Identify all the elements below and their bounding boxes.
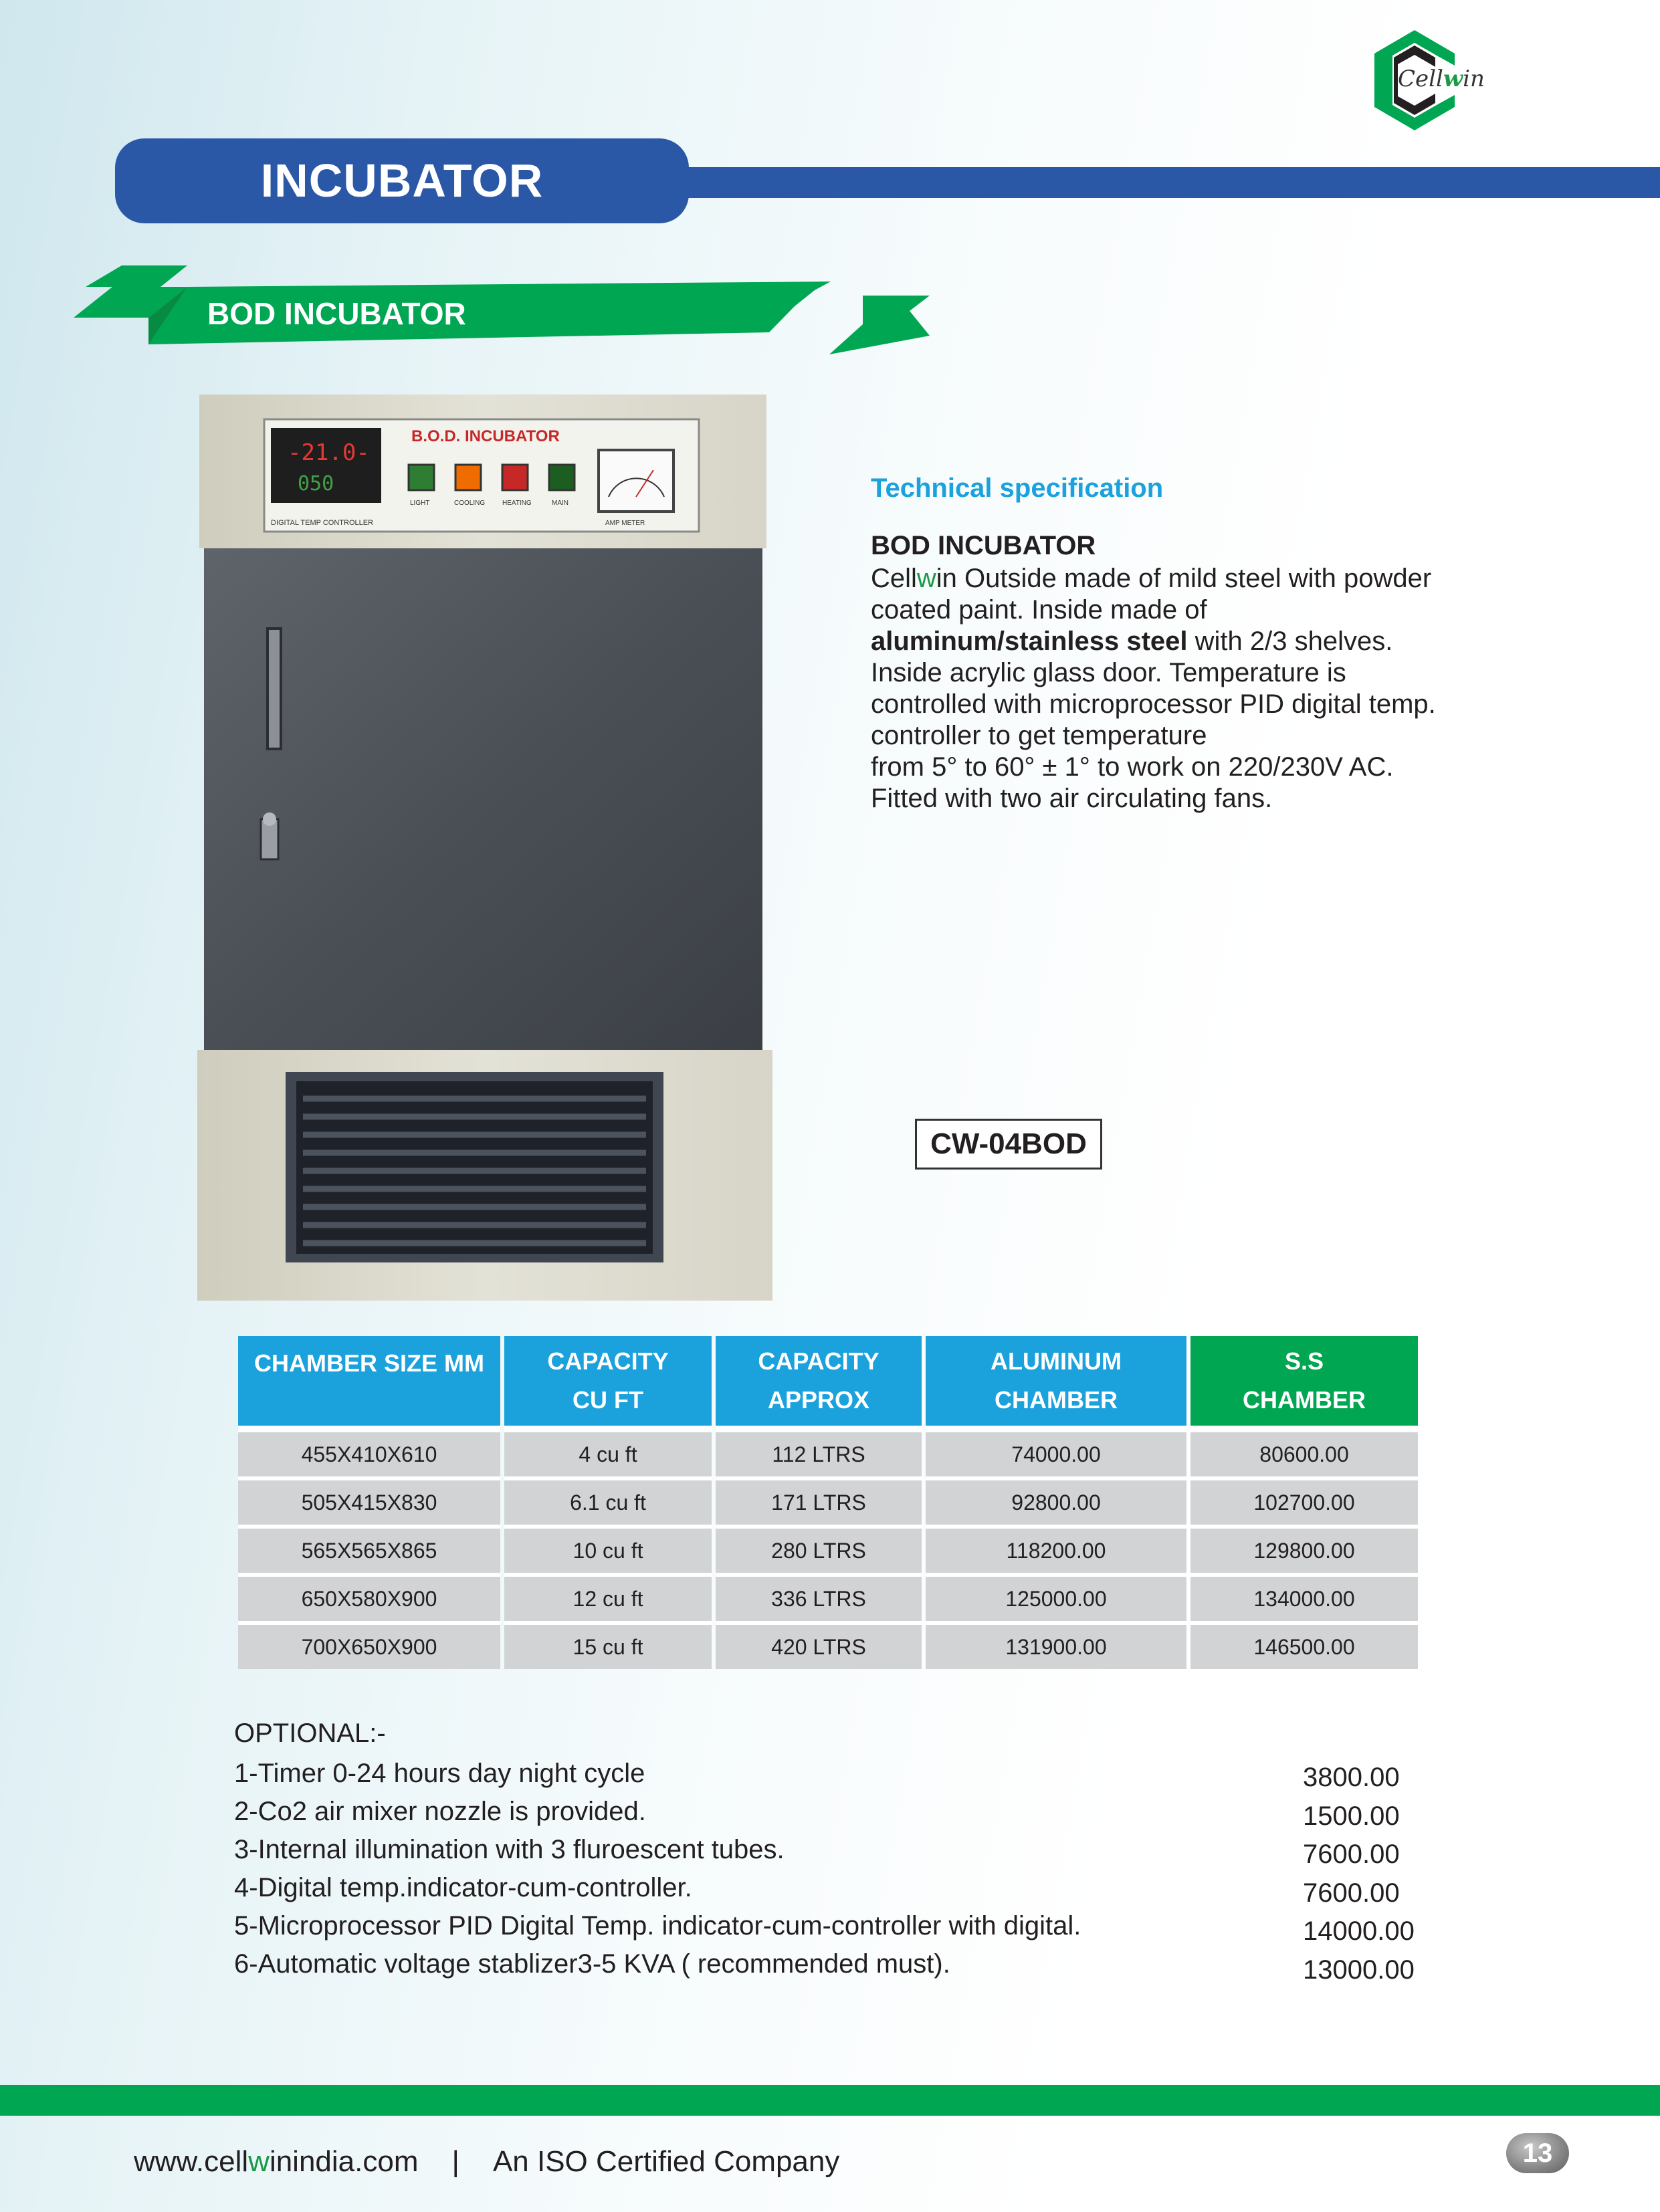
cell: 125000.00 (926, 1573, 1186, 1621)
cell: 129800.00 (1190, 1525, 1418, 1573)
cell: 102700.00 (1190, 1476, 1418, 1525)
svg-text:LIGHT: LIGHT (410, 500, 430, 507)
page-title: INCUBATOR (260, 154, 544, 207)
optional-prices (1303, 1759, 1415, 1989)
website-link[interactable]: www.cellwinindia.com (134, 2145, 419, 2178)
spec-line-8: Fitted with two air circulating fans. (871, 784, 1273, 813)
list-item: 5-Microprocessor PID Digital Temp. indicator-cum-controller with digital. (234, 1911, 1081, 1941)
bod-incubator-photo (197, 391, 772, 1304)
table-row (238, 1621, 1418, 1669)
table-row (238, 1476, 1418, 1525)
footer-bar (0, 2085, 1660, 2116)
cell: 15 cu ft (504, 1621, 712, 1669)
cell: 92800.00 (926, 1476, 1186, 1525)
price: 7600.00 (1303, 1878, 1400, 1908)
section-title: BOD INCUBATOR (207, 296, 466, 331)
cell: 565X565X865 (238, 1525, 500, 1573)
price: 13000.00 (1303, 1955, 1415, 1985)
svg-text:HEATING: HEATING (502, 500, 532, 507)
col-header-capacity-approx: CAPACITY APPROX (716, 1336, 922, 1426)
cell: 80600.00 (1190, 1426, 1418, 1476)
price: 7600.00 (1303, 1840, 1400, 1869)
svg-text:MAIN: MAIN (552, 500, 568, 507)
svg-text:B.O.D. INCUBATOR: B.O.D. INCUBATOR (411, 427, 560, 445)
cell: 700X650X900 (238, 1621, 500, 1669)
price: 3800.00 (1303, 1763, 1400, 1792)
cell: 74000.00 (926, 1426, 1186, 1476)
section-banner (74, 261, 943, 354)
model-number: CW-04BOD (915, 1119, 1102, 1170)
price: 1500.00 (1303, 1801, 1400, 1831)
footer-tagline: An ISO Certified Company (492, 2145, 840, 2178)
page-number: 13 (1506, 2133, 1569, 2173)
spec-heading: Technical specification (871, 473, 1164, 503)
cell: 280 LTRS (716, 1525, 922, 1573)
table-row (238, 1426, 1418, 1476)
spec-line-3: aluminum/stainless steel with 2/3 shelves. (871, 627, 1393, 656)
table-row (238, 1525, 1418, 1573)
spec-line-2: coated paint. Inside made of (871, 595, 1207, 625)
cell: 146500.00 (1190, 1621, 1418, 1669)
col-header-aluminum: ALUMINUM CHAMBER (926, 1336, 1186, 1426)
list-item: 1-Timer 0-24 hours day night cycle (234, 1759, 645, 1788)
cell: 131900.00 (926, 1621, 1186, 1669)
table-header-row (238, 1336, 1418, 1426)
price: 14000.00 (1303, 1916, 1415, 1946)
logo-text: Cellwin (1398, 66, 1485, 92)
col-header-chamber-size: CHAMBER SIZE MM (238, 1336, 500, 1426)
list-item: 4-Digital temp.indicator-cum-controller. (234, 1873, 692, 1902)
optional-list (234, 1755, 1081, 1983)
spec-subheading: BOD INCUBATOR (871, 531, 1096, 560)
col-header-capacity-cuft: CAPACITY CU FT (504, 1336, 712, 1426)
spec-line-6: controller to get temperature (871, 721, 1207, 750)
list-item: 6-Automatic voltage stablizer3-5 KVA ( recommended must). (234, 1949, 950, 1979)
cell: 112 LTRS (716, 1426, 922, 1476)
cell: 420 LTRS (716, 1621, 922, 1669)
svg-text:AMP METER: AMP METER (605, 520, 645, 527)
price-table (234, 1336, 1422, 1669)
spec-line-1: Cellwin Outside made of mild steel with powder (871, 564, 1432, 593)
table-row (238, 1573, 1418, 1621)
svg-text:COOLING: COOLING (454, 500, 486, 507)
cell: 505X415X830 (238, 1476, 500, 1525)
spec-description (871, 563, 1513, 814)
cell: 650X580X900 (238, 1573, 500, 1621)
spec-line-4: Inside acrylic glass door. Temperature is (871, 658, 1346, 687)
spec-line-5: controlled with microprocessor PID digital temp. (871, 689, 1436, 719)
list-item: 3-Internal illumination with 3 fluroescent tubes. (234, 1835, 785, 1864)
spec-line-7: from 5° to 60° ± 1° to work on 220/230V AC. (871, 752, 1394, 782)
cell: 118200.00 (926, 1525, 1186, 1573)
cell: 4 cu ft (504, 1426, 712, 1476)
title-rule (669, 167, 1660, 198)
col-header-ss: S.S CHAMBER (1190, 1336, 1418, 1426)
svg-text:-21.0-: -21.0- (288, 439, 370, 466)
cell: 12 cu ft (504, 1573, 712, 1621)
footer-separator: | (451, 2145, 459, 2178)
svg-text:DIGITAL TEMP CONTROLLER: DIGITAL TEMP CONTROLLER (271, 519, 374, 527)
cell: 336 LTRS (716, 1573, 922, 1621)
cell: 171 LTRS (716, 1476, 922, 1525)
cell: 134000.00 (1190, 1573, 1418, 1621)
list-item: 2-Co2 air mixer nozzle is provided. (234, 1797, 646, 1826)
footer-text (134, 2145, 839, 2179)
optional-heading: OPTIONAL:- (234, 1719, 386, 1748)
cell: 455X410X610 (238, 1426, 500, 1476)
cell: 6.1 cu ft (504, 1476, 712, 1525)
cell: 10 cu ft (504, 1525, 712, 1573)
svg-text:050: 050 (298, 472, 334, 495)
